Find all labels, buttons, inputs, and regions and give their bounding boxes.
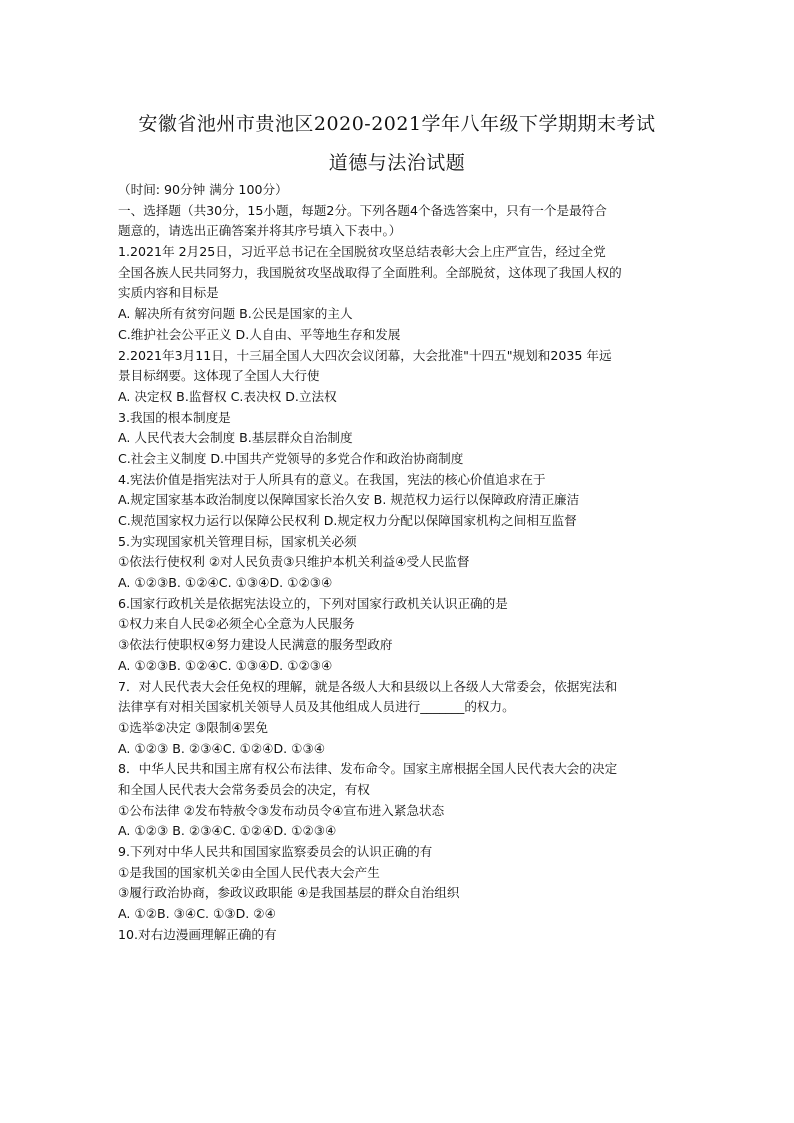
question-2-stem: 景目标纲要。这体现了全国人大行使 bbox=[118, 368, 320, 384]
question-9-options: A. ①②B. ③④C. ①③D. ②④ bbox=[118, 906, 276, 922]
question-10-stem: 10.对右边漫画理解正确的有 bbox=[118, 926, 277, 942]
question-4-options: C.规范国家权力运行以保障公民权利 D.规定权力分配以保障国家机构之间相互监督 bbox=[118, 513, 577, 528]
question-4-stem: 4.宪法价值是指宪法对于人所具有的意义。在我国，宪法的核心价值追求在于 bbox=[118, 471, 546, 487]
question-9-statements: ③履行政治协商，参政议政职能 ④是我国基层的群众自治组织 bbox=[118, 885, 460, 901]
question-1-stem: 1.2021年 2月25日，习近平总书记在全国脱贫攻坚总结表彰大会上庄严宣告，经过全党 bbox=[118, 244, 606, 260]
question-5-options: A. ①②③B. ①②④C. ①③④D. ①②③④ bbox=[118, 575, 333, 591]
question-5-statements: ①依法行使权利 ②对人民负责③只维护本机关利益④受人民监督 bbox=[118, 554, 470, 570]
question-1-stem: 实质内容和目标是 bbox=[118, 285, 219, 301]
question-8-stem: 和全国人民代表大会常务委员会的决定，有权 bbox=[118, 781, 370, 797]
question-1-options: A. 解决所有贫穷问题 B.公民是国家的主人 bbox=[118, 306, 353, 322]
section-instruction-line: 一、选择题（共30分，15小题，每题2分。下列各题4个备选答案中，只有一个是最符合 bbox=[118, 202, 607, 218]
question-2-options: A. 决定权 B.监督权 C.表决权 D.立法权 bbox=[118, 388, 337, 404]
exam-title: 安徽省池州市贵池区2020-2021学年八年级下学期期末考试 bbox=[138, 113, 656, 135]
section-instruction-line: 题意的，请选出正确答案并将其序号填入下表中。） bbox=[118, 223, 402, 239]
question-8-statements: ①公布法律 ②发布特赦令③发布动员令④宣布进入紧急状态 bbox=[118, 802, 445, 818]
question-7-statements: ①选举②决定 ③限制④罢免 bbox=[118, 719, 268, 735]
question-6-stem: 6.国家行政机关是依据宪法设立的，下列对国家行政机关认识正确的是 bbox=[118, 595, 508, 611]
exam-body bbox=[118, 180, 684, 945]
exam-info-line: （时间: 90分钟 满分 100分） bbox=[118, 182, 288, 197]
question-5-stem: 5.为实现国家机关管理目标，国家机关必须 bbox=[118, 533, 357, 549]
question-3-options: C.社会主义制度 D.中国共产党领导的多党合作和政治协商制度 bbox=[118, 450, 464, 466]
question-1-options: C.维护社会公平正义 D.人自由、平等地生存和发展 bbox=[118, 326, 401, 342]
question-6-statements: ①权力来自人民②必须全心全意为人民服务 bbox=[118, 616, 355, 632]
question-4-options: A.规定国家基本政治制度以保障国家长治久安 B. 规范权力运行以保障政府清正廉洁 bbox=[118, 492, 580, 508]
question-7-stem: 法律享有对相关国家机关领导人员及其他组成人员进行_______的权力。 bbox=[118, 699, 515, 715]
question-2-stem: 2.2021年3月11日，十三届全国人大四次会议闭幕，大会批准"十四五"规划和2035 年远 bbox=[118, 347, 612, 363]
question-1-stem: 全国各族人民共同努力，我国脱贫攻坚战取得了全面胜利。全部脱贫，这体现了我国人权的 bbox=[118, 264, 622, 280]
question-6-statements: ③依法行使职权④努力建设人民满意的服务型政府 bbox=[118, 637, 393, 653]
question-3-stem: 3.我国的根本制度是 bbox=[118, 409, 231, 425]
question-7-stem: 7．对人民代表大会任免权的理解，就是各级人大和县级以上各级人大常委会，依据宪法和 bbox=[118, 678, 618, 694]
question-3-options: A. 人民代表大会制度 B.基层群众自治制度 bbox=[118, 430, 353, 446]
question-7-options: A. ①②③ B. ②③④C. ①②④D. ①③④ bbox=[118, 740, 326, 756]
exam-subtitle: 道德与法治试题 bbox=[328, 152, 466, 174]
question-8-stem: 8．中华人民共和国主席有权公布法律、发布命令。国家主席根据全国人民代表大会的决定 bbox=[118, 761, 618, 777]
question-8-options: A. ①②③ B. ②③④C. ①②④D. ①②③④ bbox=[118, 823, 337, 839]
question-6-options: A. ①②③B. ①②④C. ①③④D. ①②③④ bbox=[118, 657, 333, 673]
question-9-stem: 9.下列对中华人民共和国国家监察委员会的认识正确的有 bbox=[118, 844, 433, 859]
question-9-statements: ①是我国的国家机关②由全国人民代表大会产生 bbox=[118, 864, 380, 880]
